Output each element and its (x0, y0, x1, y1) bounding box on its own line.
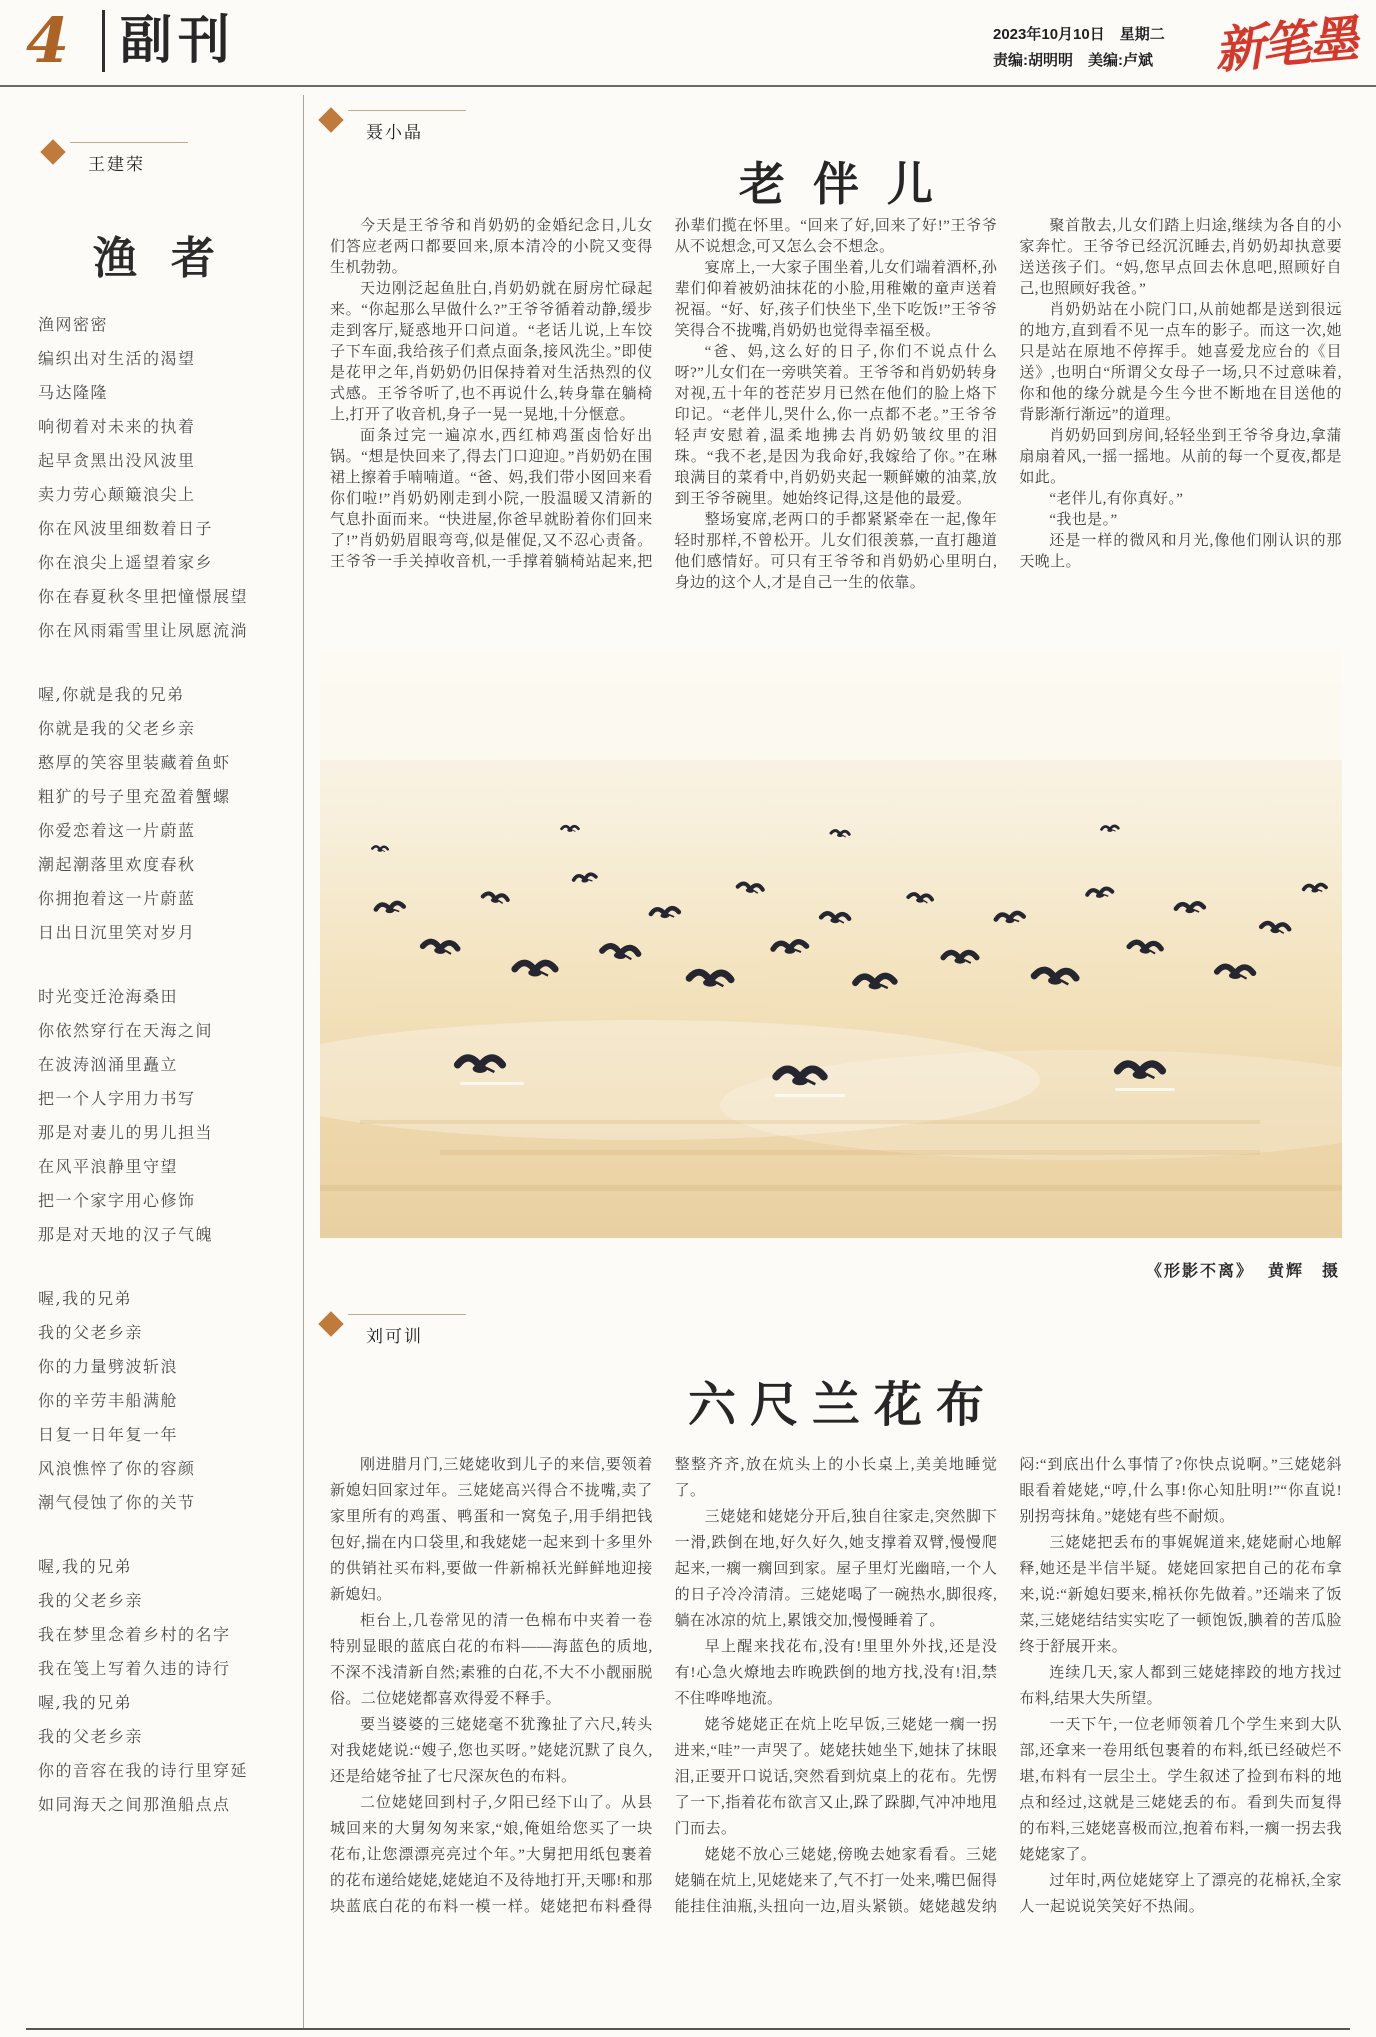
column-divider (303, 95, 304, 2028)
poem-line: 如同海天之间那渔船点点 (38, 1795, 231, 1814)
poem-line: 编织出对生活的渴望 (38, 349, 196, 368)
paragraph: 姥爷姥姥正在炕上吃早饭,三姥姥一瘸一拐进来,“哇”一声哭了。姥姥扶她坐下,她抹了抹眼泪,正要开口说话,突然看到炕桌上的花布。先愣了一下,指着花布欲言又止,跺了跺脚,气冲冲地甩门而去。 (674, 1717, 998, 1837)
paragraph: 聚首散去,儿女们踏上归途,继续为各自的小家奔忙。王爷爷已经沉沉睡去,肖奶奶却执意要送送孩子们。“妈,您早点回去休息吧,照顾好自己,也照顾好我爸。” (1019, 218, 1342, 297)
poem-line: 喔,我的兄弟 (38, 1289, 133, 1308)
poem-stanza (38, 308, 284, 648)
poem-author: 王建荣 (88, 155, 145, 174)
poem-line: 在风平浪静里守望 (38, 1157, 179, 1176)
paragraph: 肖奶奶站在小院门口,从前她都是送到很远的地方,直到看不见一点车的影子。而这一次,她只是站在原地不停挥手。她喜爱龙应台的《目送》,也明白“所谓父女母子一场,只不过意味着,你和他的缘分就是今生今世不断地在目送他的背影渐行渐远”的道理。 (1019, 302, 1342, 423)
editors-line: 责编:胡明明 美编:卢斌 (993, 52, 1153, 69)
paragraph: 整场宴席,老两口的手都紧紧牵在一起,像年轻时那样,不曾松开。儿女们很羡慕,一直打趣道他们感情好。可只有王爷爷和肖奶奶心里明白,身边的这个人,才是自己一生的依靠。 (674, 512, 998, 591)
byline-rule (348, 110, 466, 111)
article1-text (330, 216, 1342, 594)
section-title: 副刊 (120, 12, 237, 70)
poem-line: 那是对妻儿的男儿担当 (38, 1123, 214, 1142)
paragraph: 连续几天,家人都到三姥姥摔跤的地方找过布料,结果大失所望。 (1019, 1665, 1342, 1707)
poem-line: 潮起潮落里欢度春秋 (38, 855, 196, 874)
poem-line: 把一个人字用力书写 (38, 1089, 196, 1108)
poem-line: 你在风雨霜雪里让夙愿流淌 (38, 621, 249, 640)
paragraph: 三姥姥和姥姥分开后,独自往家走,突然脚下一滑,跌倒在地,好久好久,她支撑着双臂,慢慢爬起来,一瘸一瘸回到家。屋子里灯光幽暗,一个人的日子冷冷清清。三姥姥喝了一碗热水,脚很疼,躺在冰凉的炕上,累饿交加,慢慢睡着了。 (674, 1509, 998, 1629)
paragraph: 今天是王爷爷和肖奶奶的金婚纪念日,儿女们答应老两口都要回来,原本清冷的小院又变得生机勃勃。 (330, 218, 653, 276)
byline-rule (70, 142, 188, 143)
article2-byline (318, 1310, 518, 1354)
poem-line: 你拥抱着这一片蔚蓝 (38, 889, 196, 908)
poem-line: 潮气侵蚀了你的关节 (38, 1493, 196, 1512)
poem-line: 你在春夏秋冬里把憧憬展望 (38, 587, 249, 606)
paragraph: 面条过完一遍凉水,西红柿鸡蛋卤恰好出锅。“想是快回来了,得去门口迎迎。”肖奶奶在围裙上擦着手喃喃道。“爸、妈,我们带小囡回来看你们啦!”肖奶奶刚走到小院,一股温暖又清新的气息扑面而来。“快进屋,你爸早就盼着你们回来了!”肖奶奶眉眼弯弯,似是催促,又不忍心责备。王爷爷一手关掉收音机,一手撑着躺椅站起来,把孙辈们揽在怀里。“回来了好,回来了好!”王爷爷从不说想念,可又怎么会不想念。 (330, 218, 998, 570)
poem-line: 响彻着对未来的执着 (38, 417, 196, 436)
paragraph: 过年时,两位姥姥穿上了漂亮的花棉袄,全家人一起说说笑笑好不热闹。 (1019, 1873, 1342, 1915)
poem-line: 你的音容在我的诗行里穿延 (38, 1761, 249, 1780)
paragraph: 肖奶奶回到房间,轻轻坐到王爷爷身边,拿蒲扇扇着风,一摇一摇地。从前的每一个夏夜,都是如此。 (1019, 428, 1342, 486)
header-meta (993, 22, 1223, 74)
header-divider (102, 10, 105, 72)
paragraph: 刚进腊月门,三姥姥收到儿子的来信,要领着新媳妇回家过年。三姥姥高兴得合不拢嘴,卖了家里所有的鸡蛋、鸭蛋和一窝兔子,用手绢把钱包好,揣在内口袋里,和我姥姥一起来到十多里外的供销社买布料,要做一件新棉袄光鲜鲜地迎接新媳妇。 (330, 1457, 653, 1603)
poem-line: 在波涛汹涌里矗立 (38, 1055, 179, 1074)
poem-line: 时光变迁沧海桑田 (38, 987, 179, 1006)
poem-line: 我的父老乡亲 (38, 1591, 144, 1610)
paragraph: 柜台上,几卷常见的清一色棉布中夹着一卷特别显眼的蓝底白花的布料——海蓝色的质地,不深不浅清新自然;素雅的白花,不大不小靓丽脱俗。二位姥姥都喜欢得爱不释手。 (330, 1613, 653, 1707)
paragraph: “我也是。” (1049, 512, 1118, 528)
header-rule (0, 85, 1376, 87)
poem-line: 日出日沉里笑对岁月 (38, 923, 196, 942)
poem-line: 我在笺上写着久违的诗行 (38, 1659, 231, 1678)
article1-byline (318, 106, 518, 150)
poem-line: 你爱恋着这一片蔚蓝 (38, 821, 196, 840)
paragraph: 早上醒来找花布,没有!里里外外找,还是没有!心急火燎地去昨晚跌倒的地方找,没有!泪,禁不住哗哗地流。 (674, 1639, 998, 1707)
poem-line: 你的力量劈波斩浪 (38, 1357, 179, 1376)
byline-rule (348, 1314, 466, 1315)
poem-line: 喔,你就是我的兄弟 (38, 685, 185, 704)
poem-line: 你在风波里细数着日子 (38, 519, 214, 538)
poem-stanza (38, 1282, 284, 1520)
waterbirds-illustration (320, 650, 1342, 1238)
article2-text (330, 1452, 1342, 1920)
poem-line: 起早贪黑出没风波里 (38, 451, 196, 470)
poem-line: 喔,我的兄弟 (38, 1693, 133, 1712)
diamond-icon (40, 139, 65, 164)
poem-line: 我的父老乡亲 (38, 1727, 144, 1746)
paragraph: 宴席上,一大家子围坐着,儿女们端着酒杯,孙辈们仰着被奶油抹花的小脸,用稚嫩的童声送着祝福。“好、好,孩子们快坐下,坐下吃饭!”王爷爷笑得合不拢嘴,肖奶奶也觉得幸福至极。 (674, 260, 998, 339)
article2-author: 刘可训 (366, 1327, 423, 1346)
article1-author: 聂小晶 (366, 123, 423, 142)
poem-stanza (38, 980, 284, 1252)
poem-title: 渔者 (93, 234, 249, 283)
photo-caption (330, 1258, 1350, 1281)
photo-credit: 黄辉 摄 (1267, 1261, 1340, 1280)
paragraph: 姥姥不放心三姥姥,傍晚去她家看看。三姥姥躺在炕上,见姥姥来了,气不打一处来,嘴巴倔得能挂住油瓶,头扭向一边,眉头紧锁。姥姥越发纳闷:“到底出什么事情了?你快点说啊。”三姥姥斜眼看着姥姥,“哼,什么事!你心知肚明!”“你直说!别拐弯抹角。”姥姥有些不耐烦。 (674, 1457, 1342, 1915)
poem-byline (40, 138, 240, 182)
article2-title: 六尺兰花布 (687, 1379, 998, 1432)
paragraph: 还是一样的微风和月光,像他们刚认识的那天晚上。 (1019, 533, 1342, 570)
paragraph: 要当婆婆的三姥姥毫不犹豫扯了六尺,转头对我姥姥说:“嫂子,您也买呀。”姥姥沉默了良久,还是给姥爷扯了七尺深灰色的布料。 (330, 1717, 653, 1785)
photo-caption-title: 《形影不离》 (1145, 1261, 1254, 1280)
masthead-logo: 新笔墨 (1212, 8, 1358, 81)
paragraph: “老伴儿,有你真好。” (1049, 491, 1184, 507)
poem-line: 憨厚的笑容里装藏着鱼虾 (38, 753, 231, 772)
poem-line: 渔网密密 (38, 315, 109, 334)
poem-line: 卖力劳心颠簸浪尖上 (38, 485, 196, 504)
paragraph: 三姥姥把丢布的事娓娓道来,姥姥耐心地解释,她还是半信半疑。姥姥回家把自己的花布拿来,说:“新媳妇要来,棉袄你先做着。”还端来了饭菜,三姥姥结结实实吃了一顿饱饭,腆着的苦瓜脸终于舒展开来。 (1019, 1535, 1342, 1655)
poem-line: 那是对天地的汉子气魄 (38, 1225, 214, 1244)
poem-line: 日复一日年复一年 (38, 1425, 179, 1444)
poem-line: 风浪憔悴了你的容颜 (38, 1459, 196, 1478)
poem-line: 喔,我的兄弟 (38, 1557, 133, 1576)
diamond-icon (318, 1311, 343, 1336)
poem-line: 你的辛劳丰船满舱 (38, 1391, 179, 1410)
paragraph: “爸、妈,这么好的日子,你们不说点什么呀?”儿女们在一旁哄笑着。王爷爷和肖奶奶转身对视,五十年的苍茫岁月已然在他们的脸上烙下印记。“老伴儿,哭什么,你一点都不老。”王爷爷轻声安慰着,温柔地拂去肖奶奶皱纹里的泪珠。“我不老,是因为我命好,我嫁给了你。”在琳琅满目的菜肴中,肖奶奶夹起一颗鲜嫩的油菜,放到王爷爷碗里。她始终记得,这是他的最爱。 (674, 344, 998, 507)
poem-body (38, 308, 284, 1822)
poem-stanza (38, 678, 284, 950)
article1-title: 老伴儿 (739, 158, 961, 210)
poem-line: 你依然穿行在天海之间 (38, 1021, 214, 1040)
page-number: 4 (26, 4, 70, 77)
poem-line: 把一个家字用心修饰 (38, 1191, 196, 1210)
poem-line: 你在浪尖上遥望着家乡 (38, 553, 214, 572)
paragraph: 一天下午,一位老师领着几个学生来到大队部,还拿来一卷用纸包裹着的布料,纸已经破烂不堪,布料有一层尘土。学生叙述了捡到布料的地点和经过,这就是三姥姥丢的布。看到失而复得的布料,三姥姥喜极而泣,抱着布料,一瘸一拐去我姥姥家了。 (1019, 1717, 1342, 1863)
diamond-icon (318, 107, 343, 132)
poem-stanza (38, 1550, 284, 1822)
paragraph: 二位姥姥回到村子,夕阳已经下山了。从县城回来的大舅匆匆来家,“娘,俺姐给您买了一块花布,让您漂漂亮亮过个年。”大舅把用纸包裹着的花布递给姥姥,姥姥迫不及待地打开,天哪!和那块蓝底白花的布料一模一样。姥姥把布料叠得整整齐齐,放在炕头上的小长桌上,美美地睡觉了。 (330, 1457, 998, 1915)
issue-date: 2023年10月10日 星期二 (993, 26, 1165, 43)
poem-line: 粗犷的号子里充盈着蟹螺 (38, 787, 231, 806)
poem-line: 你就是我的父老乡亲 (38, 719, 196, 738)
bottom-rule (26, 2028, 1350, 2030)
poem-line: 马达隆隆 (38, 383, 109, 402)
photo-waterbirds (320, 650, 1342, 1238)
poem-line: 我在梦里念着乡村的名字 (38, 1625, 231, 1644)
paragraph: 天边刚泛起鱼肚白,肖奶奶就在厨房忙碌起来。“你起那么早做什么?”王爷爷循着动静,缓步走到客厅,疑惑地开口问道。“老话儿说,上车饺子下车面,我给孩子们煮点面条,接风洗尘。”即使是花甲之年,肖奶奶仍旧保持着对生活热烈的仪式感。王爷爷听了,也不再说什么,转身靠在躺椅上,打开了收音机,身子一晃一晃地,十分惬意。 (330, 281, 653, 423)
poem-line: 我的父老乡亲 (38, 1323, 144, 1342)
